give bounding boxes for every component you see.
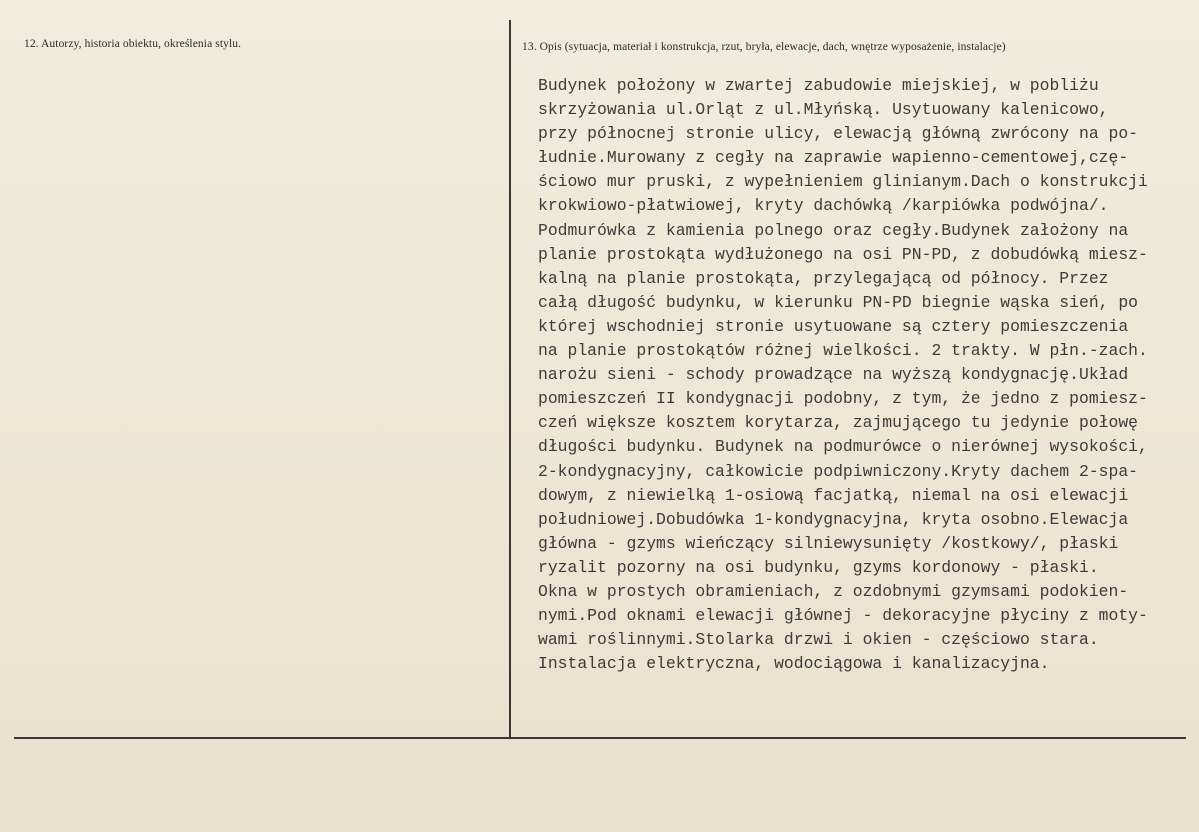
text-line: krokwiowo-płatwiowej, kryty dachówką /karpiówka podwójna/.	[538, 196, 1109, 216]
text-line: 2-kondygnacyjny, całkowicie podpiwniczony.Kryty dachem 2-spa-	[538, 461, 1138, 481]
text-line: ściowo mur pruski, z wypełnieniem glinianym.Dach o konstrukcji	[538, 172, 1148, 192]
text-line: czeń większe kosztem korytarza, zajmującego tu jedynie połowę	[538, 413, 1138, 433]
text-line: łudnie.Murowany z cegły na zaprawie wapienno-cementowej,czę-	[538, 148, 1129, 168]
bottom-rule	[14, 737, 1186, 739]
text-line: kalną na planie prostokąta, przylegającą od północy. Przez	[538, 268, 1109, 288]
text-line: ryzalit pozorny na osi budynku, gzyms kordonowy - płaski.	[538, 557, 1099, 577]
text-line: przy północnej stronie ulicy, elewacją główną zwrócony na po-	[538, 124, 1138, 144]
text-line: wami roślinnymi.Stolarka drzwi i okien - częściowo stara.	[538, 630, 1099, 650]
text-line: Okna w prostych obramieniach, z ozdobnymi gzymsami podokien-	[538, 581, 1129, 601]
text-line: południowej.Dobudówka 1-kondygnacyjna, kryta osobno.Elewacja	[538, 509, 1129, 529]
text-line: Podmurówka z kamienia polnego oraz cegły.Budynek założony na	[538, 220, 1129, 240]
text-line: której wschodniej stronie usytuowane są cztery pomieszczenia	[538, 316, 1129, 336]
text-line: narożu sieni - schody prowadzące na wyższą kondygnację.Układ	[538, 365, 1129, 385]
field-12-label: 12. Autorzy, historia obiektu, określenia stylu.	[24, 38, 242, 50]
text-line: na planie prostokątów różnej wielkości. 2 trakty. W płn.-zach.	[538, 341, 1148, 361]
text-line: długości budynku. Budynek na podmurówce o nierównej wysokości,	[538, 437, 1148, 457]
text-line: dowym, z niewielką 1-osiową facjatką, niemal na osi elewacji	[538, 485, 1129, 505]
text-line: nymi.Pod oknami elewacji głównej - dekoracyjne płyciny z moty-	[538, 606, 1148, 626]
text-line: skrzyżowania ul.Orląt z ul.Młyńską. Usytuowany kalenicowo,	[538, 100, 1109, 120]
field-13-label: 13. Opis (sytuacja, materiał i konstrukcja, rzut, bryła, elewacje, dach, wnętrze wyposażenie, instalacje)	[522, 41, 1006, 53]
description-text	[538, 74, 1174, 676]
text-line: planie prostokąta wydłużonego na osi PN-PD, z dobudówką miesz-	[538, 244, 1148, 264]
text-line: główna - gzyms wieńczący silniewysunięty /kostkowy/, płaski	[538, 533, 1119, 553]
text-line: Budynek położony w zwartej zabudowie miejskiej, w pobliżu	[538, 76, 1099, 95]
text-line: pomieszczeń II kondygnacji podobny, z tym, że jedno z pomiesz-	[538, 389, 1148, 409]
column-divider	[509, 20, 511, 738]
text-line: Instalacja elektryczna, wodociągowa i kanalizacyjna.	[538, 654, 1050, 674]
text-line: całą długość budynku, w kierunku PN-PD biegnie wąska sień, po	[538, 292, 1138, 312]
